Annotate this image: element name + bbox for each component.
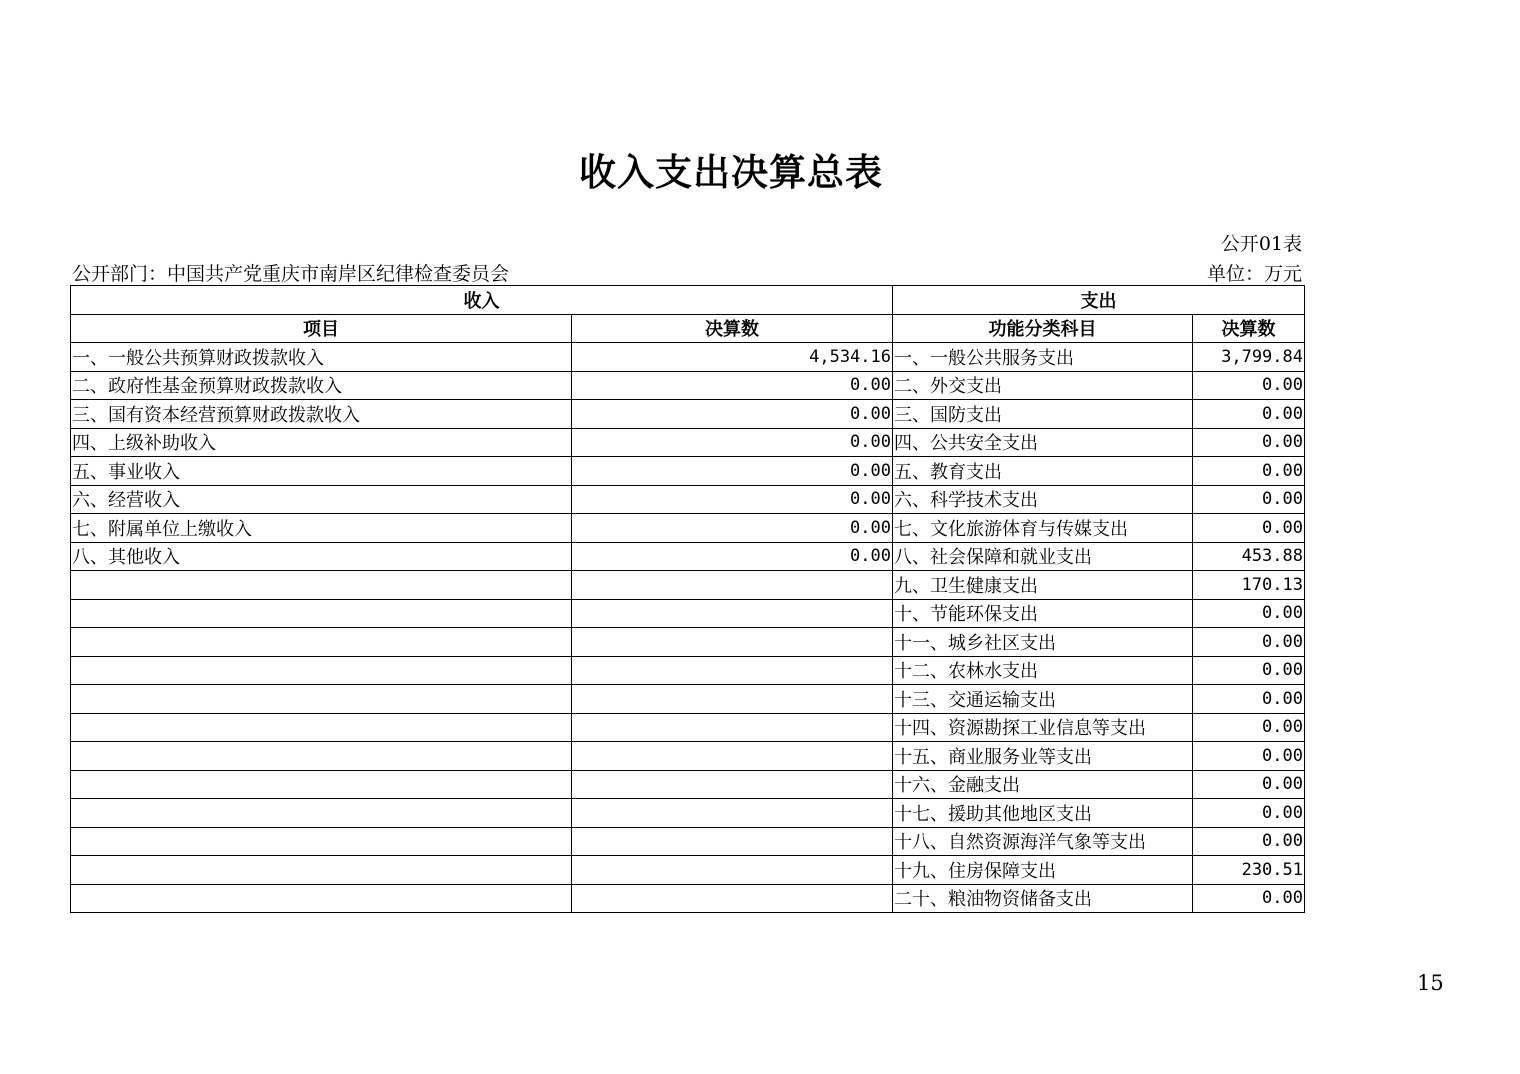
income-amount-cell [572, 599, 893, 628]
income-item-cell: 四、上级补助收入 [71, 428, 572, 457]
table-row [71, 542, 1305, 571]
expense-item-cell: 十四、资源勘探工业信息等支出 [893, 713, 1193, 742]
table-row [71, 371, 1305, 400]
department-label: 公开部门：中国共产党重庆市南岸区纪律检查委员会 [72, 263, 510, 285]
expense-item-cell: 十七、援助其他地区支出 [893, 799, 1193, 828]
expense-amount-cell: 0.00 [1193, 628, 1305, 657]
income-amount-cell [572, 656, 893, 685]
income-item-header: 项目 [71, 314, 572, 343]
table-row [71, 571, 1305, 600]
income-item-cell: 六、经营收入 [71, 485, 572, 514]
table-row [71, 827, 1305, 856]
income-amount-cell [572, 770, 893, 799]
table-row [71, 856, 1305, 885]
income-item-cell [71, 770, 572, 799]
income-item-cell: 八、其他收入 [71, 542, 572, 571]
income-group-header: 收入 [71, 286, 893, 315]
expense-item-cell: 五、教育支出 [893, 457, 1193, 486]
expense-amount-cell: 0.00 [1193, 428, 1305, 457]
expense-amount-cell: 0.00 [1193, 599, 1305, 628]
expense-item-cell: 十二、农林水支出 [893, 656, 1193, 685]
expense-amount-cell: 0.00 [1193, 485, 1305, 514]
table-row [71, 428, 1305, 457]
table-row [71, 400, 1305, 429]
expense-amount-cell: 0.00 [1193, 371, 1305, 400]
income-amount-cell [572, 827, 893, 856]
table-row [71, 514, 1305, 543]
income-amount-cell: 0.00 [572, 371, 893, 400]
income-item-cell [71, 799, 572, 828]
expense-amount-cell: 0.00 [1193, 742, 1305, 771]
expense-item-cell: 九、卫生健康支出 [893, 571, 1193, 600]
column-header-row [71, 314, 1305, 343]
income-amount-cell [572, 628, 893, 657]
income-item-cell [71, 685, 572, 714]
table-row [71, 485, 1305, 514]
income-amount-cell [572, 571, 893, 600]
income-item-cell [71, 599, 572, 628]
expense-item-cell: 一、一般公共服务支出 [893, 343, 1193, 372]
expense-item-cell: 七、文化旅游体育与传媒支出 [893, 514, 1193, 543]
income-amount-cell [572, 742, 893, 771]
unit-label: 单位：万元 [1206, 263, 1302, 285]
income-amount-cell [572, 799, 893, 828]
table-row [71, 599, 1305, 628]
expense-item-cell: 十、节能环保支出 [893, 599, 1193, 628]
expense-amount-cell: 0.00 [1193, 457, 1305, 486]
group-header-row [71, 286, 1305, 315]
expense-item-cell: 十八、自然资源海洋气象等支出 [893, 827, 1193, 856]
table-row [71, 656, 1305, 685]
income-amount-cell [572, 685, 893, 714]
table-row [71, 685, 1305, 714]
income-amount-header: 决算数 [572, 314, 893, 343]
expense-amount-cell: 3,799.84 [1193, 343, 1305, 372]
table-body [71, 343, 1305, 913]
income-item-cell [71, 713, 572, 742]
income-item-cell [71, 571, 572, 600]
table-row [71, 713, 1305, 742]
income-item-cell [71, 656, 572, 685]
expense-item-cell: 六、科学技术支出 [893, 485, 1193, 514]
expense-item-header: 功能分类科目 [893, 314, 1193, 343]
table-row [71, 884, 1305, 913]
income-item-cell: 三、国有资本经营预算财政拨款收入 [71, 400, 572, 429]
expense-item-cell: 十六、金融支出 [893, 770, 1193, 799]
expense-amount-cell: 0.00 [1193, 713, 1305, 742]
income-item-cell [71, 856, 572, 885]
table-row [71, 770, 1305, 799]
expense-amount-cell: 0.00 [1193, 685, 1305, 714]
expense-amount-cell: 453.88 [1193, 542, 1305, 571]
income-item-cell: 一、一般公共预算财政拨款收入 [71, 343, 572, 372]
income-amount-cell: 0.00 [572, 485, 893, 514]
expense-amount-cell: 230.51 [1193, 856, 1305, 885]
income-amount-cell [572, 884, 893, 913]
table-row [71, 343, 1305, 372]
income-item-cell [71, 827, 572, 856]
income-amount-cell: 4,534.16 [572, 343, 893, 372]
expense-item-cell: 三、国防支出 [893, 400, 1193, 429]
income-amount-cell: 0.00 [572, 457, 893, 486]
page-title: 收入支出决算总表 [579, 151, 883, 194]
income-item-cell: 二、政府性基金预算财政拨款收入 [71, 371, 572, 400]
expense-item-cell: 十三、交通运输支出 [893, 685, 1193, 714]
income-amount-cell: 0.00 [572, 542, 893, 571]
expense-item-cell: 十五、商业服务业等支出 [893, 742, 1193, 771]
income-expense-table [70, 285, 1305, 913]
expense-item-cell: 八、社会保障和就业支出 [893, 542, 1193, 571]
expense-amount-cell: 0.00 [1193, 799, 1305, 828]
income-item-cell [71, 742, 572, 771]
expense-amount-cell: 0.00 [1193, 770, 1305, 799]
expense-amount-cell: 0.00 [1193, 656, 1305, 685]
expense-amount-cell: 0.00 [1193, 827, 1305, 856]
page-number: 15 [1417, 971, 1444, 995]
expense-item-cell: 十一、城乡社区支出 [893, 628, 1193, 657]
table-row [71, 628, 1305, 657]
expense-amount-cell: 0.00 [1193, 884, 1305, 913]
expense-item-cell: 二、外交支出 [893, 371, 1193, 400]
income-amount-cell [572, 713, 893, 742]
income-item-cell: 七、附属单位上缴收入 [71, 514, 572, 543]
expense-amount-cell: 0.00 [1193, 514, 1305, 543]
table-row [71, 799, 1305, 828]
income-amount-cell: 0.00 [572, 400, 893, 429]
income-item-cell [71, 884, 572, 913]
table-row [71, 742, 1305, 771]
expense-amount-cell: 170.13 [1193, 571, 1305, 600]
expense-item-cell: 二十、粮油物资储备支出 [893, 884, 1193, 913]
expense-group-header: 支出 [893, 286, 1305, 315]
income-item-cell [71, 628, 572, 657]
income-amount-cell: 0.00 [572, 514, 893, 543]
expense-amount-cell: 0.00 [1193, 400, 1305, 429]
income-amount-cell: 0.00 [572, 428, 893, 457]
income-amount-cell [572, 856, 893, 885]
income-item-cell: 五、事业收入 [71, 457, 572, 486]
table-code: 公开01表 [1220, 233, 1302, 255]
expense-item-cell: 四、公共安全支出 [893, 428, 1193, 457]
table-row [71, 457, 1305, 486]
expense-item-cell: 十九、住房保障支出 [893, 856, 1193, 885]
expense-amount-header: 决算数 [1193, 314, 1305, 343]
